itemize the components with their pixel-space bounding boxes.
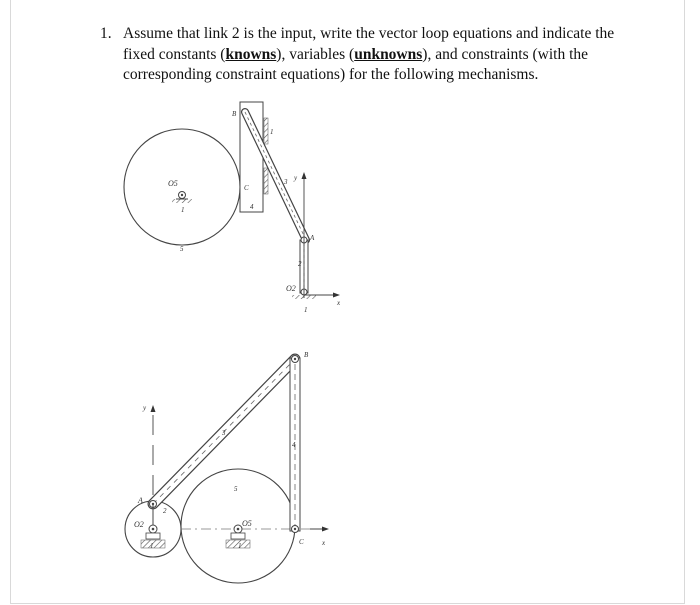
label-1-top-fig1: 1 [270, 128, 274, 136]
label-1-left-fig2: 1 [150, 542, 154, 550]
figure-2-four-bar-mechanism [125, 351, 329, 583]
label-B-fig1: B [232, 110, 237, 118]
label-1-base-fig1: 1 [304, 306, 308, 314]
wheel-link-5 [124, 129, 240, 245]
label-C-fig2: C [299, 538, 304, 546]
label-A-fig2: A [138, 496, 143, 505]
label-y-fig1: y [294, 174, 298, 182]
label-2-fig1: 2 [298, 260, 302, 268]
label-y-fig2: y [143, 404, 147, 412]
label-5-fig2: 5 [234, 485, 238, 493]
ground-pivot-O5 [172, 192, 192, 204]
label-4-fig2: 4 [292, 441, 296, 449]
label-x-fig1: x [337, 299, 341, 307]
label-O2-fig2: O2 [134, 520, 144, 529]
label-A-fig1: A [310, 234, 315, 242]
label-1-right-fig2: 1 [238, 542, 242, 550]
question-body: Assume that link 2 is the input, write the vector loop equations and indicate the fixed constants (knowns), variables (unknowns), and constraints (with the corresponding constraint equations) for the following mechanisms. [123, 25, 615, 83]
figure-1-slider-mechanism [124, 102, 341, 314]
label-2-fig2: 2 [163, 507, 167, 515]
unknowns-term: unknowns [354, 45, 423, 63]
label-C-fig1: C [244, 184, 249, 192]
label-4-fig1: 4 [250, 203, 254, 211]
label-x-fig2: x [322, 539, 326, 547]
knowns-term: knowns [225, 45, 277, 63]
label-O5-fig2: O5 [242, 519, 252, 528]
label-O2-fig1: O2 [286, 284, 296, 293]
label-O5-fig1: O5 [168, 179, 178, 188]
label-3-fig1: 3 [284, 178, 288, 186]
label-B-fig2: B [304, 351, 309, 359]
question-number: 1. [100, 25, 112, 42]
label-1-ground-fig1: 1 [181, 206, 185, 214]
label-3-fig2: 3 [222, 429, 226, 437]
label-5-fig1: 5 [180, 245, 184, 253]
